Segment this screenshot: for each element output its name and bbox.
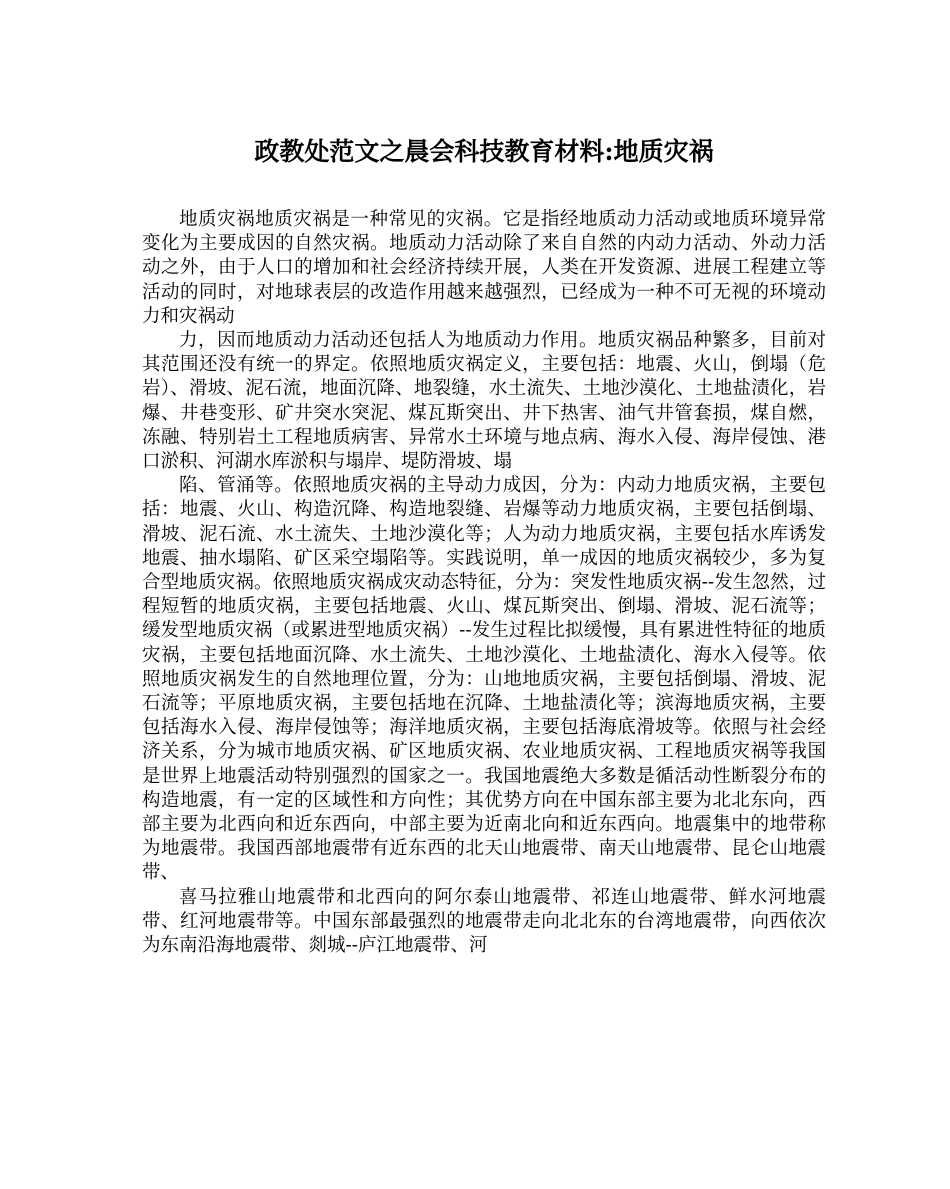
paragraph-2: 力，因而地质动力活动还包括人为地质动力作用。地质灾祸品种繁多，目前对其范围还没有统一的界定。依照地质灾祸定义，主要包括：地震、火山，倒塌（危岩）、滑坡、泥石流，地面沉降、地裂缝，水土流失、土地沙漠化、土地盐渍化，岩爆、井巷变形、矿井突水突泥、煤瓦斯突出、井下热害、油气井管套损，煤自燃，冻融、特别岩土工程地质病害、异常水土环境与地点病、海水入侵、海岸侵蚀、港口淤积、河湖水库淤积与塌岸、堤防滑坡、塌 bbox=[142, 330, 826, 473]
paragraph-4: 喜马拉雅山地震带和北西向的阿尔泰山地震带、祁连山地震带、鲜水河地震带、红河地震带等。中国东部最强烈的地震带走向北北东的台湾地震带，向西依次为东南沿海地震带、剡城--庐江地震带、河 bbox=[142, 886, 826, 957]
document-title: 政教处范文之晨会科技教育材料:地质灾祸 bbox=[254, 137, 714, 166]
paragraph-3: 陷、管涌等。依照地质灾祸的主导动力成因，分为：内动力地质灾祸，主要包括：地震、火山、构造沉降、构造地裂缝、岩爆等动力地质灾祸，主要包括倒塌、滑坡、泥石流、水土流失、土地沙漠化等；人为动力地质灾祸，主要包括水库诱发地震、抽水塌陷、矿区采空塌陷等。实践说明，单一成因的地质灾祸较少，多为复合型地质灾祸。依照地质灾祸成灾动态特征，分为：突发性地质灾祸--发生忽然，过程短暂的地质灾祸，主要包括地震、火山、煤瓦斯突出、倒塌、滑坡、泥石流等；缓发型地质灾祸（或累进型地质灾祸）--发生过程比拟缓慢，具有累进性特征的地质灾祸，主要包括地面沉降、水土流失、土地沙漠化、土地盐渍化、海水入侵等。依照地质灾祸发生的自然地理位置，分为：山地地质灾祸，主要包括倒塌、滑坡、泥石流等；平原地质灾祸，主要包括地在沉降、土地盐渍化等；滨海地质灾祸，主要包括海水入侵、海岸侵蚀等；海洋地质灾祸，主要包括海底滑坡等。依照与社会经济关系，分为城市地质灾祸、矿区地质灾祸、农业地质灾祸、工程地质灾祸等我国是世界上地震活动特别强烈的国家之一。我国地震绝大多数是循活动性断裂分布的构造地震，有一定的区域性和方向性；其优势方向在中国东部主要为北北东向，西部主要为北西向和近东西向，中部主要为近南北向和近东西向。地震集中的地带称为地震带。我国西部地震带有近东西的北天山地震带、南天山地震带、昆仑山地震带、 bbox=[142, 475, 826, 884]
document-body bbox=[142, 208, 826, 958]
paragraph-1: 地质灾祸地质灾祸是一种常见的灾祸。它是指经地质动力活动或地质环境异常变化为主要成因的自然灾祸。地质动力活动除了来自自然的内动力活动、外动力活动之外，由于人口的增加和社会经济持续开展，人类在开发资源、进展工程建立等活动的同时，对地球表层的改造作用越来越强烈，已经成为一种不可无视的环境动力和灾祸动 bbox=[142, 209, 826, 327]
